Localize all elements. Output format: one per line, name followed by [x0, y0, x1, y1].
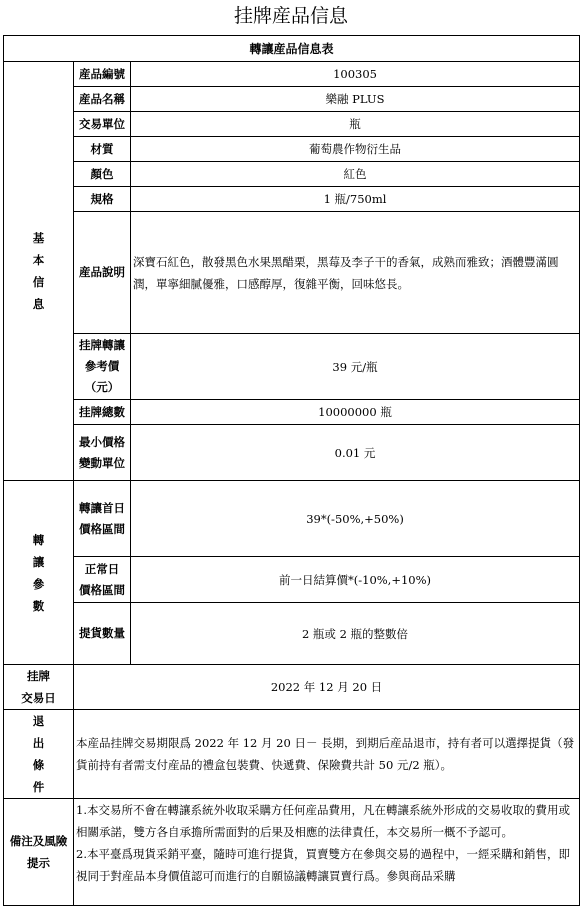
value-total-listed: 10000000 瓶: [131, 400, 580, 425]
label-material: 材質: [74, 137, 131, 162]
label-min-price-tick: 最小價格 變動單位: [74, 425, 131, 481]
value-trade-unit: 瓶: [131, 112, 580, 137]
value-product-code: 100305: [131, 62, 580, 87]
label-normal-day-range: 正常日 價格區間: [74, 557, 131, 603]
table-row: [4, 557, 580, 603]
label-trade-unit: 交易單位: [74, 112, 131, 137]
label-total-listed: 挂牌總數: [74, 400, 131, 425]
table-row: [4, 62, 580, 87]
remark-item: 2.本平臺爲現貨采銷平臺，隨時可進行提貨，買賣雙方在參與交易的過程中，一經采購和銷售，即視同于對産品本身價值認可而進行的自願協議轉讓買賣行爲。參與商品采購: [76, 847, 570, 883]
value-listing-date: 2022 年 12 月 20 日: [74, 665, 580, 710]
table-row: [4, 162, 580, 187]
value-first-day-range: 39*(-50%,+50%): [131, 481, 580, 557]
product-info-table: [3, 35, 580, 906]
section-exit-conditions: 退 出 條 件: [4, 710, 74, 799]
table-row: [4, 334, 580, 400]
page-title: 挂牌産品信息: [233, 5, 348, 27]
value-exit-conditions: 本産品挂牌交易期限爲 2022 年 12 月 20 日－ 長期，到期后産品退市，持有者可以選擇提貨（發貨前持有者需支付産品的禮盒包裝費、快遞費、保險費共計 50 元/2 瓶）。: [74, 710, 580, 799]
table-row: [4, 137, 580, 162]
table-row: [4, 665, 580, 710]
label-color: 顏色: [74, 162, 131, 187]
table-row: [4, 799, 580, 906]
value-product-name: 樂融 PLUS: [131, 87, 580, 112]
table-row: [4, 425, 580, 481]
label-product-description: 産品說明: [74, 212, 131, 334]
label-product-name: 産品名稱: [74, 87, 131, 112]
table-title: 轉讓産品信息表: [4, 36, 580, 62]
section-basic-info: 基 本 信 息: [4, 62, 74, 481]
table-row: [4, 710, 580, 799]
value-product-description: 深寶石紅色，散發黑色水果黑醋栗，黑莓及李子干的香氣，成熟而雅致；酒體豐滿圓潤，單寧細膩優雅，口感醇厚，復雜平衡，回味悠長。: [131, 212, 580, 334]
table-header-row: [4, 36, 580, 62]
table-row: [4, 400, 580, 425]
label-spec: 規格: [74, 187, 131, 212]
value-material: 葡萄農作物衍生品: [131, 137, 580, 162]
table-row: [4, 481, 580, 557]
label-pickup-quantity: 提貨數量: [74, 603, 131, 665]
value-reference-price: 39 元/瓶: [131, 334, 580, 400]
value-spec: 1 瓶/750ml: [131, 187, 580, 212]
value-color: 紅色: [131, 162, 580, 187]
table-row: [4, 603, 580, 665]
section-remarks-risk: 備注及風險 提示: [4, 799, 74, 906]
value-remarks-risk: [74, 799, 580, 906]
label-product-code: 産品編號: [74, 62, 131, 87]
table-row: [4, 212, 580, 334]
label-first-day-range: 轉讓首日 價格區間: [74, 481, 131, 557]
table-row: [4, 187, 580, 212]
value-normal-day-range: 前一日結算價*(-10%,+10%): [131, 557, 580, 603]
table-row: [4, 112, 580, 137]
value-pickup-quantity: 2 瓶或 2 瓶的整數倍: [131, 603, 580, 665]
remark-item: 1.本交易所不會在轉讓系統外收取采購方任何産品費用，凡在轉讓系統外形成的交易收取的費用或相關承諾，雙方各自承擔所需面對的后果及相應的法律責任，本交易所一概不予認可。: [76, 803, 570, 839]
section-listing-day: 挂牌 交易日: [4, 665, 74, 710]
label-reference-price: 挂牌轉讓 參考價 （元）: [74, 334, 131, 400]
section-transfer-params: 轉 讓 參 數: [4, 481, 74, 665]
table-row: [4, 87, 580, 112]
value-min-price-tick: 0.01 元: [131, 425, 580, 481]
